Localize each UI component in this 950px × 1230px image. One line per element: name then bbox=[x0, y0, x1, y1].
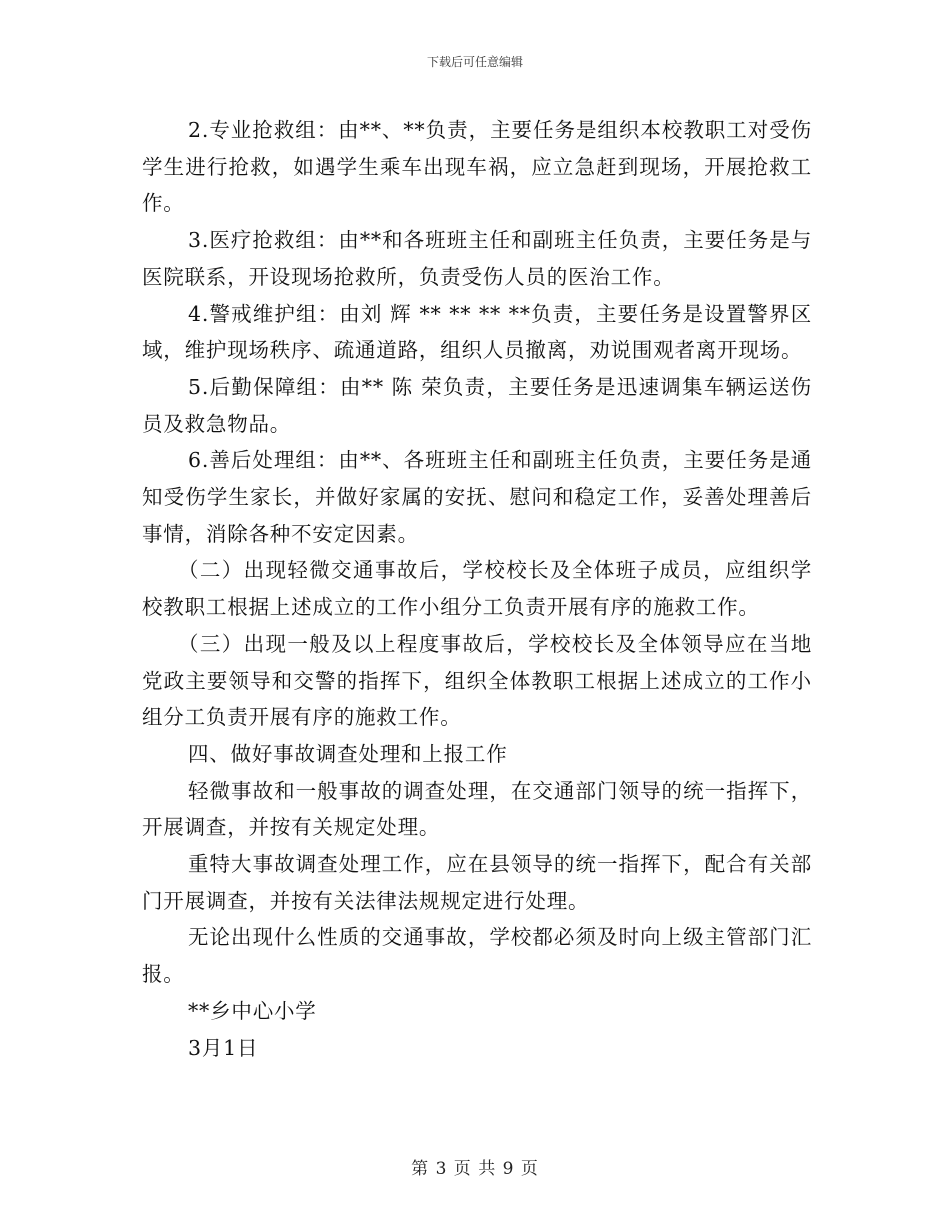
paragraph-logistics-team: 5.后勤保障组：由** 陈 荣负责，主要任务是迅速调集车辆运送伤员及救急物品。 bbox=[142, 374, 812, 436]
paragraph-rescue-team: 2.专业抢救组：由**、**负责，主要任务是组织本校教职工对受伤学生进行抢救，如遇学生乘车出现车祸，应立急赶到现场，开展抢救工作。 bbox=[142, 118, 812, 216]
paragraph-reporting: 无论出现什么性质的交通事故，学校都必须及时向上级主管部门汇报。 bbox=[142, 925, 812, 987]
paragraph-general-accident: （三）出现一般及以上程度事故后，学校校长及全体领导应在当地党政主要领导和交警的指挥下，组织全体教职工根据上述成立的工作小组分工负责开展有序的施救工作。 bbox=[142, 631, 812, 730]
signature-school-name: **乡中心小学 bbox=[188, 998, 317, 1023]
document-body bbox=[142, 112, 812, 1066]
section-heading-investigation: 四、做好事故调查处理和上报工作 bbox=[188, 741, 508, 766]
page-header-note: 下载后可任意编辑 bbox=[426, 55, 523, 69]
paragraph-minor-accident: （二）出现轻微交通事故后，学校校长及全体班子成员，应组织学校教职工根据上述成立的工作小组分工负责开展有序的施救工作。 bbox=[142, 558, 812, 620]
paragraph-medical-team: 3.医疗抢救组：由**和各班班主任和副班主任负责，主要任务是与医院联系，开设现场抢救所，负责受伤人员的医治工作。 bbox=[142, 228, 812, 289]
paragraph-aftermath-team: 6.善后处理组：由**、各班班主任和副班主任负责，主要任务是通知受伤学生家长，并做好家属的安抚、慰问和稳定工作，妥善处理善后事情，消除各种不安定因素。 bbox=[142, 448, 812, 546]
paragraph-minor-investigation: 轻微事故和一般事故的调查处理，在交通部门领导的统一指挥下，开展调查，并按有关规定处理。 bbox=[142, 778, 812, 840]
paragraph-guard-team: 4.警戒维护组：由刘 辉 ** ** ** **负责，主要任务是设置警界区域，维护现场秩序、疏通道路，组织人员撤离，劝说围观者离开现场。 bbox=[142, 301, 812, 363]
page-number-footer: 第 3 页 共 9 页 bbox=[411, 1159, 539, 1179]
signature-date: 3月1日 bbox=[188, 1035, 259, 1060]
paragraph-major-investigation: 重特大事故调查处理工作，应在县领导的统一指挥下，配合有关部门开展调查，并按有关法律法规规定进行处理。 bbox=[142, 852, 812, 913]
